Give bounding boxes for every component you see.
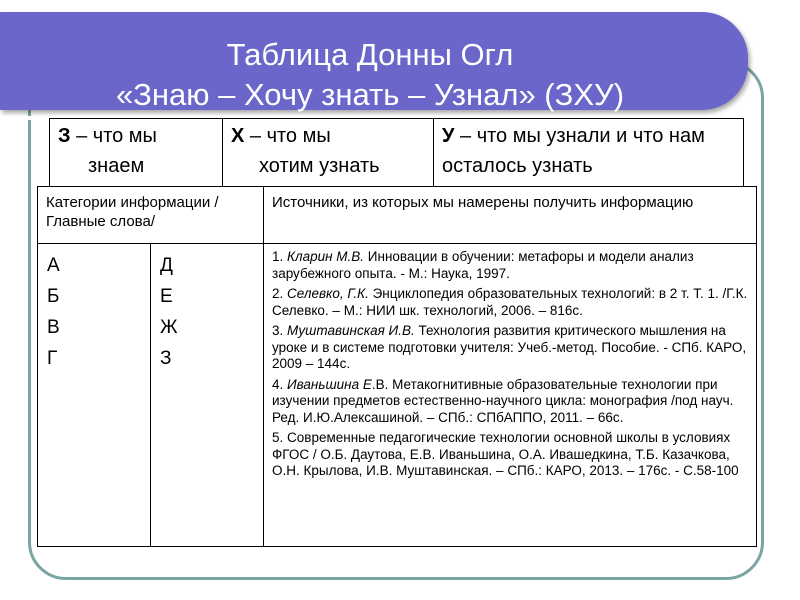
zhu-x-line2: хотим узнать [259,155,380,177]
source-4-author: Иваньшина Е [287,376,372,392]
source-item-1: 1. Кларин М.В. Инновации в обучении: метафоры и модели анализ зарубежного опыта. - М.: Наука, 1997. [272,249,694,281]
zhu-u-line2: осталось узнать [442,155,593,177]
zhu-z-letter: З [58,125,71,147]
slide-title-line1: Таблица Донны Огл [226,37,514,72]
source-item-4: 4. Иваньшина Е.В. Метакогнитивные образовательные технологии при изучении предметов естественно-научного цикла: монография /под науч. Ред. И.Ю.Алексашиной. – СПб.: СПбАППО, 2011. – 66с. [272,376,734,425]
source-1-author: Кларин М.В. [287,249,365,264]
source-3-author: Муштавинская И.В. [287,323,415,338]
letters-left-column [38,244,151,547]
zhu-z-cell [50,119,223,188]
source-item-5: 5. Современные педагогические технологии основной школы в условиях ФГОС / О.Б. Даутова, Е.В. Иваньшина, О.А. Ивашедкина, Т.Б. Казачкова, О.Н. Крылова, И.В. Муштавинская. – СПб.: КАРО, 2013. – 176с. - С.58-100 [272,430,739,478]
sources-table [37,186,757,547]
zhu-x-line1: – что мы [244,125,331,147]
sources-header: Источники, из которых мы намерены получить информацию [264,187,757,244]
zhu-table [49,118,744,188]
title-banner [0,12,748,110]
zhu-z-line2: знаем [88,155,145,177]
zhu-z-line1: – что мы [70,125,157,147]
letter-a: А [47,255,60,276]
letter-g: Г [47,348,58,369]
letter-d: Д [160,255,173,276]
slide-title-line2: «Знаю – Хочу знать – Узнал» (ЗХУ) [115,77,625,112]
source-item-3: 3. Муштавинская И.В. Технология развития критического мышления на уроке и в системе подготовки учителя: Учеб.-метод. Пособие. - СПб. КАРО, 2009 – 144с. [272,323,747,371]
source-2-author: Селевко, Г.К. [287,286,369,301]
zhu-x-cell [223,119,434,188]
zhu-u-cell [434,119,744,188]
zhu-u-letter: У [442,125,455,147]
sources-list [264,244,757,547]
categories-header: Категории информации /Главные слова/ [38,187,264,244]
letter-z: З [160,348,172,369]
letters-right-column [151,244,264,547]
letter-b: Б [47,286,60,307]
zhu-u-line1: – что мы узнали и что нам [454,125,705,147]
source-item-2: 2. Селевко, Г.К. Энциклопедия образовательных технологий: в 2 т. Т. 1. /Г.К. Селевко. – М.: НИИ шк. технологий, 2006. – 816с. [272,286,748,318]
zhu-x-letter: Х [231,125,245,147]
letter-zh: Ж [160,317,178,338]
letter-v: В [47,317,60,338]
letter-e: Е [160,286,173,307]
